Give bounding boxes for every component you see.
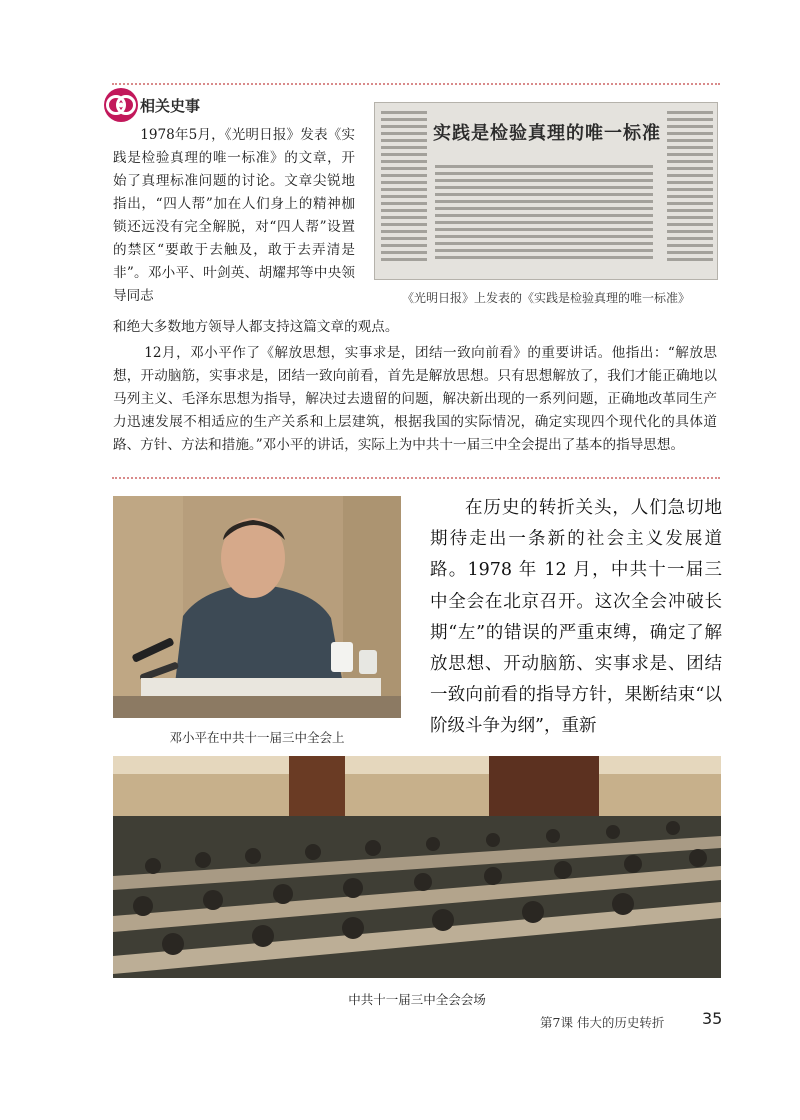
- page-number: 35: [702, 1009, 723, 1028]
- newspaper-body-columns: [435, 165, 653, 271]
- sidebar-paragraph-1-tail: 和绝大多数地方领导人都支持这篇文章的观点。: [113, 319, 399, 335]
- section-bottom-divider: [112, 477, 720, 479]
- sidebar-title: 相关史事: [140, 97, 201, 115]
- deng-photo-caption: 邓小平在中共十一届三中全会上: [169, 730, 345, 745]
- newspaper-clipping-image: [374, 102, 718, 280]
- section-top-divider: [112, 83, 720, 85]
- sidebar-paragraph-2: 12月，邓小平作了《解放思想，实事求是，团结一致向前看》的重要讲话。他指出：“解放思想，开动脑筋，实事求是，团结一致向前看，首先是解放思想。只有思想解放了，我们才能正确地以马列主义、毛泽东思想为指导，解决过去遗留的问题，解决新出现的一系列问题，正确地改革同生产力迅速发展不相适应的生产关系和上层建筑，根据我国的实际情况，确定实现四个现代化的具体道路、方针、方法和措施。”邓小平的讲话，实际上为中共十一届三中全会提出了基本的指导思想。: [113, 345, 717, 453]
- plenum-hall-photo: [113, 756, 721, 978]
- newspaper-caption: 《光明日报》上发表的《实践是检验真理的唯一标准》: [401, 291, 690, 305]
- related-history-logo-icon: [103, 87, 139, 123]
- deng-xiaoping-photo: [113, 496, 401, 718]
- hall-photo-caption: 中共十一届三中全会会场: [348, 992, 486, 1007]
- newspaper-headline: 实践是检验真理的唯一标准: [433, 123, 661, 144]
- sidebar-paragraph-1: 1978年5月，《光明日报》发表《实践是检验真理的唯一标准》的文章，开始了真理标准问题的讨论。文章尖锐地指出，“四人帮”加在人们身上的精神枷锁还远没有完全解脱，对“四人帮”设置的禁区“要敢于去触及，敢于去弄清是非”。邓小平、叶剑英、胡耀邦等中央领导同志: [113, 127, 355, 304]
- footer-lesson-title: 第7课 伟大的历史转折: [540, 1015, 665, 1030]
- newspaper-column-right: [667, 111, 713, 271]
- main-body-paragraph: 在历史的转折关头，人们急切地期待走出一条新的社会主义发展道路。1978 年 12 月，中共十一届三中全会在北京召开。这次全会冲破长期“左”的错误的严重束缚，确定了解放思想、开动脑筋、实事求是、团结一致向前看的指导方针，果断结束“以阶级斗争为纲”，重新: [430, 498, 722, 737]
- newspaper-column-left: [381, 111, 427, 271]
